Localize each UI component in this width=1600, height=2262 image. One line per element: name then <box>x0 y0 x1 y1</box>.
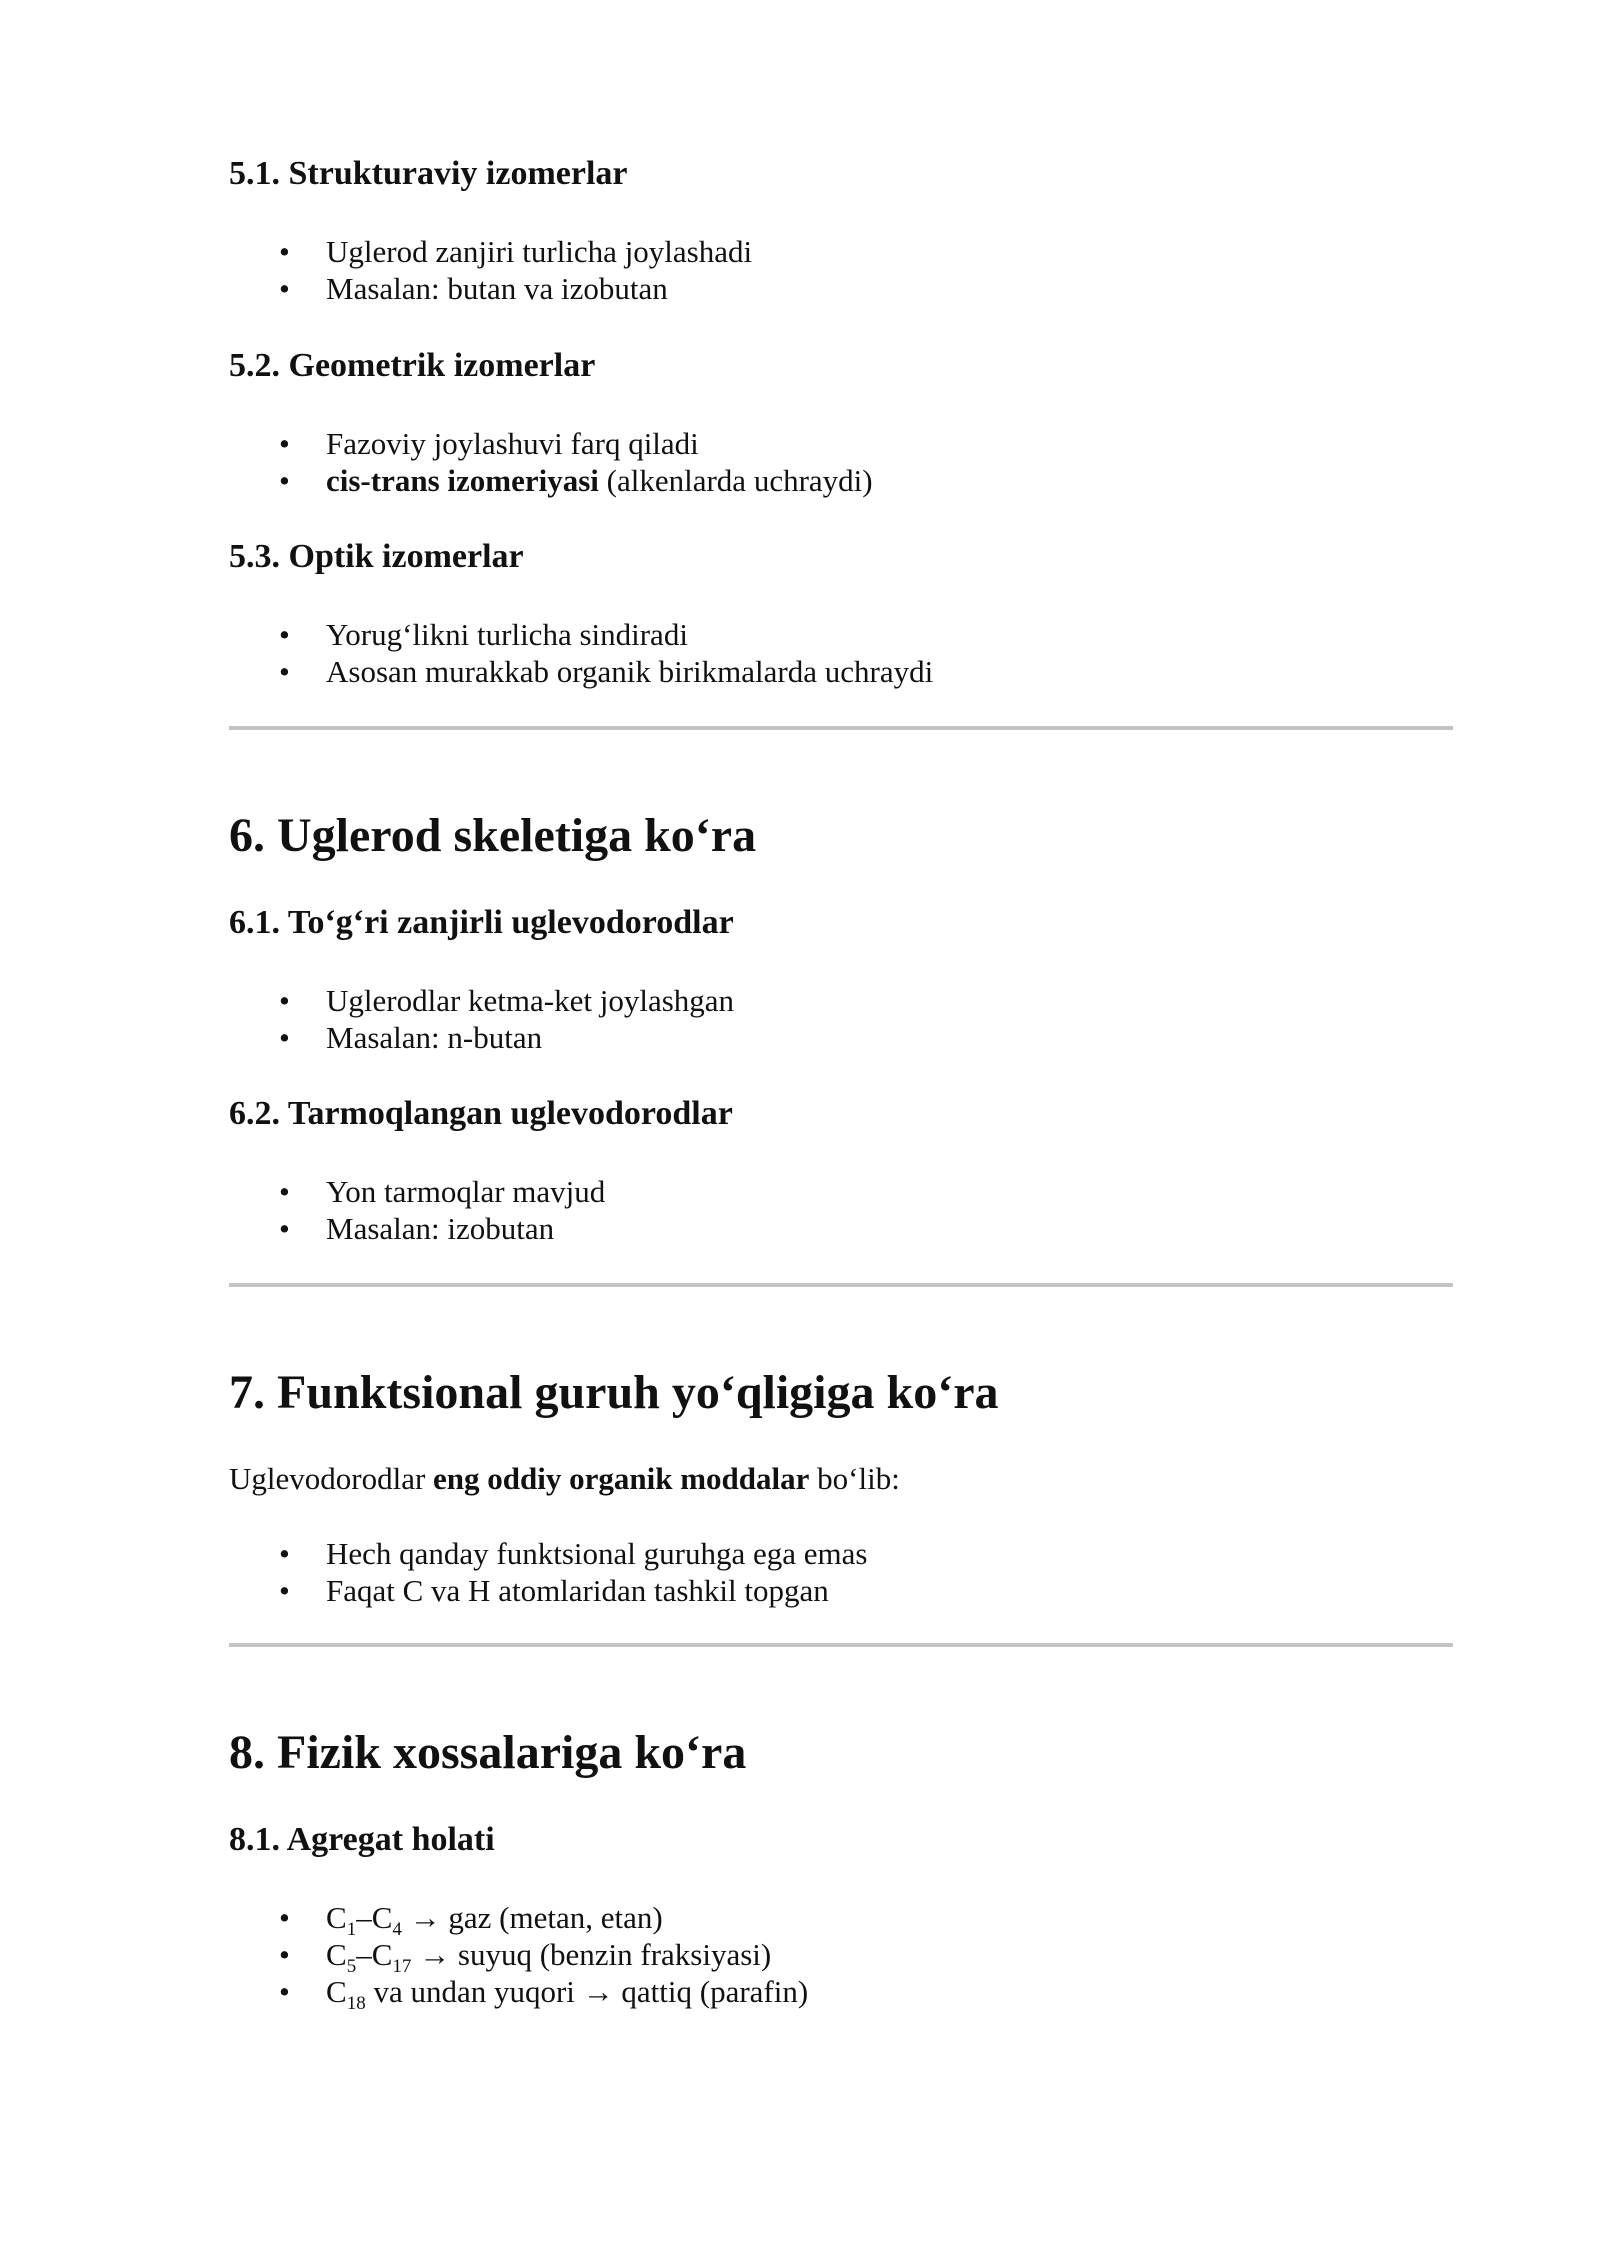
heading-6-1: 6.1. To‘g‘ri zanjirli uglevodorodlar <box>229 904 734 941</box>
subscript: 17 <box>392 1956 412 1977</box>
list-item <box>229 1210 1453 1247</box>
list-item <box>229 1019 1453 1056</box>
list-6-1 <box>229 982 1453 1056</box>
list-5-3 <box>229 616 1453 690</box>
list-item <box>229 982 1453 1019</box>
list-item <box>229 1973 1453 2014</box>
list-item-text: → gaz (metan, etan) <box>401 1900 663 1935</box>
intro-text: bo‘lib: <box>809 1461 900 1496</box>
list-item-text: Hech qanday funktsional guruhga ega emas <box>326 1536 868 1571</box>
intro-text: Uglevodorodlar <box>229 1461 434 1496</box>
list-item <box>229 1572 1453 1609</box>
bullet-icon: • <box>279 1937 290 1972</box>
bullet-icon: • <box>279 1174 290 1209</box>
heading-8-1: 8.1. Agregat holati <box>229 1821 495 1858</box>
list-item <box>229 425 1453 462</box>
subscript: 5 <box>346 1956 357 1977</box>
subscript: 1 <box>346 1919 357 1940</box>
list-item <box>229 1535 1453 1572</box>
list-item-text: Masalan: izobutan <box>326 1211 555 1246</box>
list-5-2 <box>229 425 1453 499</box>
heading-5-3: 5.3. Optik izomerlar <box>229 538 524 575</box>
heading-8: 8. Fizik xossalariga ko‘ra <box>229 1726 747 1779</box>
subscript: 18 <box>346 1993 366 2014</box>
intro-bold-text: eng oddiy organik moddalar <box>433 1461 810 1496</box>
list-item-text: Yon tarmoqlar mavjud <box>326 1174 606 1209</box>
list-item <box>229 1899 1453 1940</box>
list-item-text: Uglerodlar ketma-ket joylashgan <box>326 983 735 1018</box>
bullet-icon: • <box>279 983 290 1018</box>
list-item-text: Masalan: butan va izobutan <box>326 271 668 306</box>
heading-7: 7. Funktsional guruh yo‘qligiga ko‘ra <box>229 1366 999 1419</box>
bullet-icon: • <box>279 1974 290 2009</box>
heading-6: 6. Uglerod skeletiga ko‘ra <box>229 809 757 862</box>
list-item-text: Asosan murakkab organik birikmalarda uchraydi <box>326 654 934 689</box>
list-item-text: Uglerod zanjiri turlicha joylashadi <box>326 234 753 269</box>
list-item-text: Masalan: n-butan <box>326 1020 543 1055</box>
bullet-icon: • <box>279 1211 290 1246</box>
formula-text: C <box>326 1937 347 1972</box>
list-item <box>229 462 1453 499</box>
list-7 <box>229 1535 1453 1609</box>
section-divider <box>229 1643 1453 1647</box>
intro-paragraph <box>229 1460 1453 1497</box>
formula-text: C <box>326 1974 347 2009</box>
bullet-icon: • <box>279 271 290 306</box>
formula-text: C <box>326 1900 347 1935</box>
bullet-icon: • <box>279 1900 290 1935</box>
section-divider <box>229 1283 1453 1287</box>
formula-text: –C <box>356 1900 393 1935</box>
bullet-icon: • <box>279 426 290 461</box>
heading-5-1: 5.1. Strukturaviy izomerlar <box>229 155 628 192</box>
list-item-text: Faqat C va H atomlaridan tashkil topgan <box>326 1573 829 1608</box>
list-6-2 <box>229 1173 1453 1247</box>
bullet-icon: • <box>279 234 290 269</box>
list-5-1 <box>229 233 1453 307</box>
list-item <box>229 270 1453 307</box>
list-item-text: Yorug‘likni turlicha sindiradi <box>326 617 688 652</box>
list-item-text: va undan yuqori → qattiq (parafin) <box>365 1974 809 2009</box>
list-item <box>229 1936 1453 1977</box>
bullet-icon: • <box>279 1536 290 1571</box>
list-item <box>229 1173 1453 1210</box>
bullet-icon: • <box>279 463 290 498</box>
list-item-text: (alkenlarda uchraydi) <box>598 463 873 498</box>
heading-6-2: 6.2. Tarmoqlangan uglevodorodlar <box>229 1095 733 1132</box>
bullet-icon: • <box>279 1020 290 1055</box>
subscript: 4 <box>392 1919 402 1940</box>
list-item-text: → suyuq (benzin fraksiyasi) <box>411 1937 772 1972</box>
list-item <box>229 233 1453 270</box>
list-item-bold-text: cis-trans izomeriyasi <box>326 463 599 498</box>
bullet-icon: • <box>279 654 290 689</box>
list-item-text: Fazoviy joylashuvi farq qiladi <box>326 426 699 461</box>
bullet-icon: • <box>279 617 290 652</box>
formula-text: –C <box>356 1937 393 1972</box>
list-item <box>229 616 1453 653</box>
section-divider <box>229 726 1453 730</box>
bullet-icon: • <box>279 1573 290 1608</box>
list-item <box>229 653 1453 690</box>
list-8-1 <box>229 1899 1453 2014</box>
heading-5-2: 5.2. Geometrik izomerlar <box>229 347 596 384</box>
